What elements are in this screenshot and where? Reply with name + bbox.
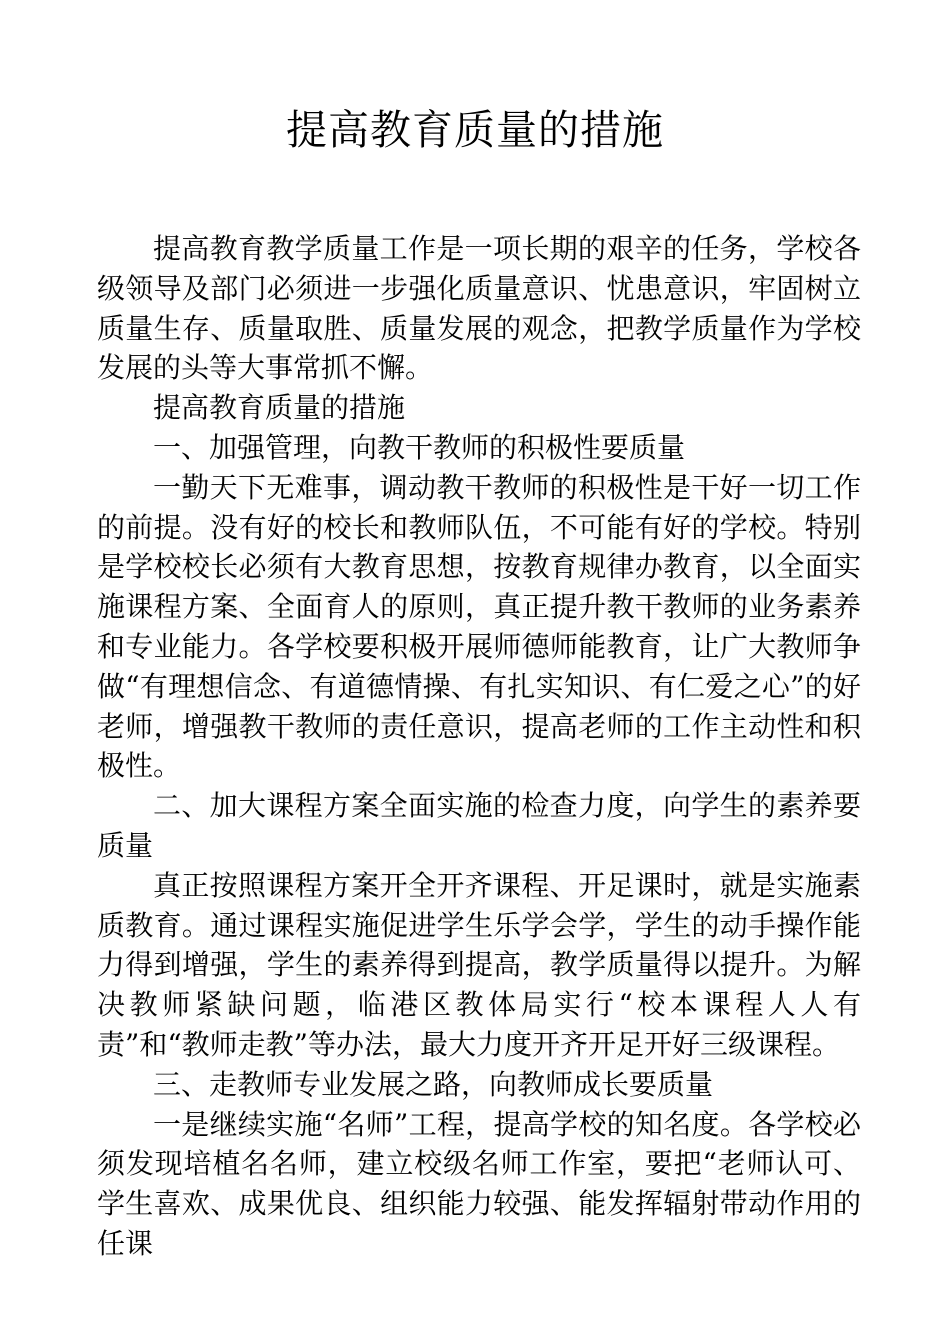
- section-heading-1: 一、加强管理，向教干教师的积极性要质量: [153, 430, 686, 464]
- document-title: 提高教育质量的措施: [286, 106, 664, 154]
- paragraph-subtitle: 提高教育质量的措施: [153, 391, 406, 425]
- paragraph-intro: 提高教育教学质量工作是一项长期的艰辛的任务，学校各级领导及部门必须进一步强化质量意识、忧患意识，牢固树立质量生存、质量取胜、质量发展的观念，把教学质量作为学校发展的头等大事常抓不懈。: [97, 232, 861, 385]
- document-body: [97, 229, 861, 1264]
- paragraph-section-1: 一勤天下无难事，调动教干教师的积极性是干好一切工作的前提。没有好的校长和教师队伍，不可能有好的学校。特别是学校校长必须有大教育思想，按教育规律办教育，以全面实施课程方案、全面育人的原则，真正提升教干教师的业务素养和专业能力。各学校要积极开展师德师能教育，让广大教师争做“有理想信念、有道德情操、有扎实知识、有仁爱之心”的好老师，增强教干教师的责任意识，提高老师的工作主动性和积极性。: [97, 470, 861, 783]
- section-heading-3: 三、走教师专业发展之路，向教师成长要质量: [153, 1067, 714, 1101]
- paragraph-section-2: 真正按照课程方案开全开齐课程、开足课时，就是实施素质教育。通过课程实施促进学生乐学会学，学生的动手操作能力得到增强，学生的素养得到提高，教学质量得以提升。为解决教师紧缺问题，临港区教体局实行“校本课程人人有责”和“教师走教”等办法，最大力度开齐开足开好三级课程。: [97, 868, 861, 1061]
- paragraph-section-3: 一是继续实施“名师”工程，提高学校的知名度。各学校必须发现培植名名师，建立校级名师工作室，要把“老师认可、学生喜欢、成果优良、组织能力较强、能发挥辐射带动作用的任课: [97, 1107, 861, 1260]
- section-heading-2: 二、加大课程方案全面实施的检查力度，向学生的素养要质量: [97, 789, 861, 862]
